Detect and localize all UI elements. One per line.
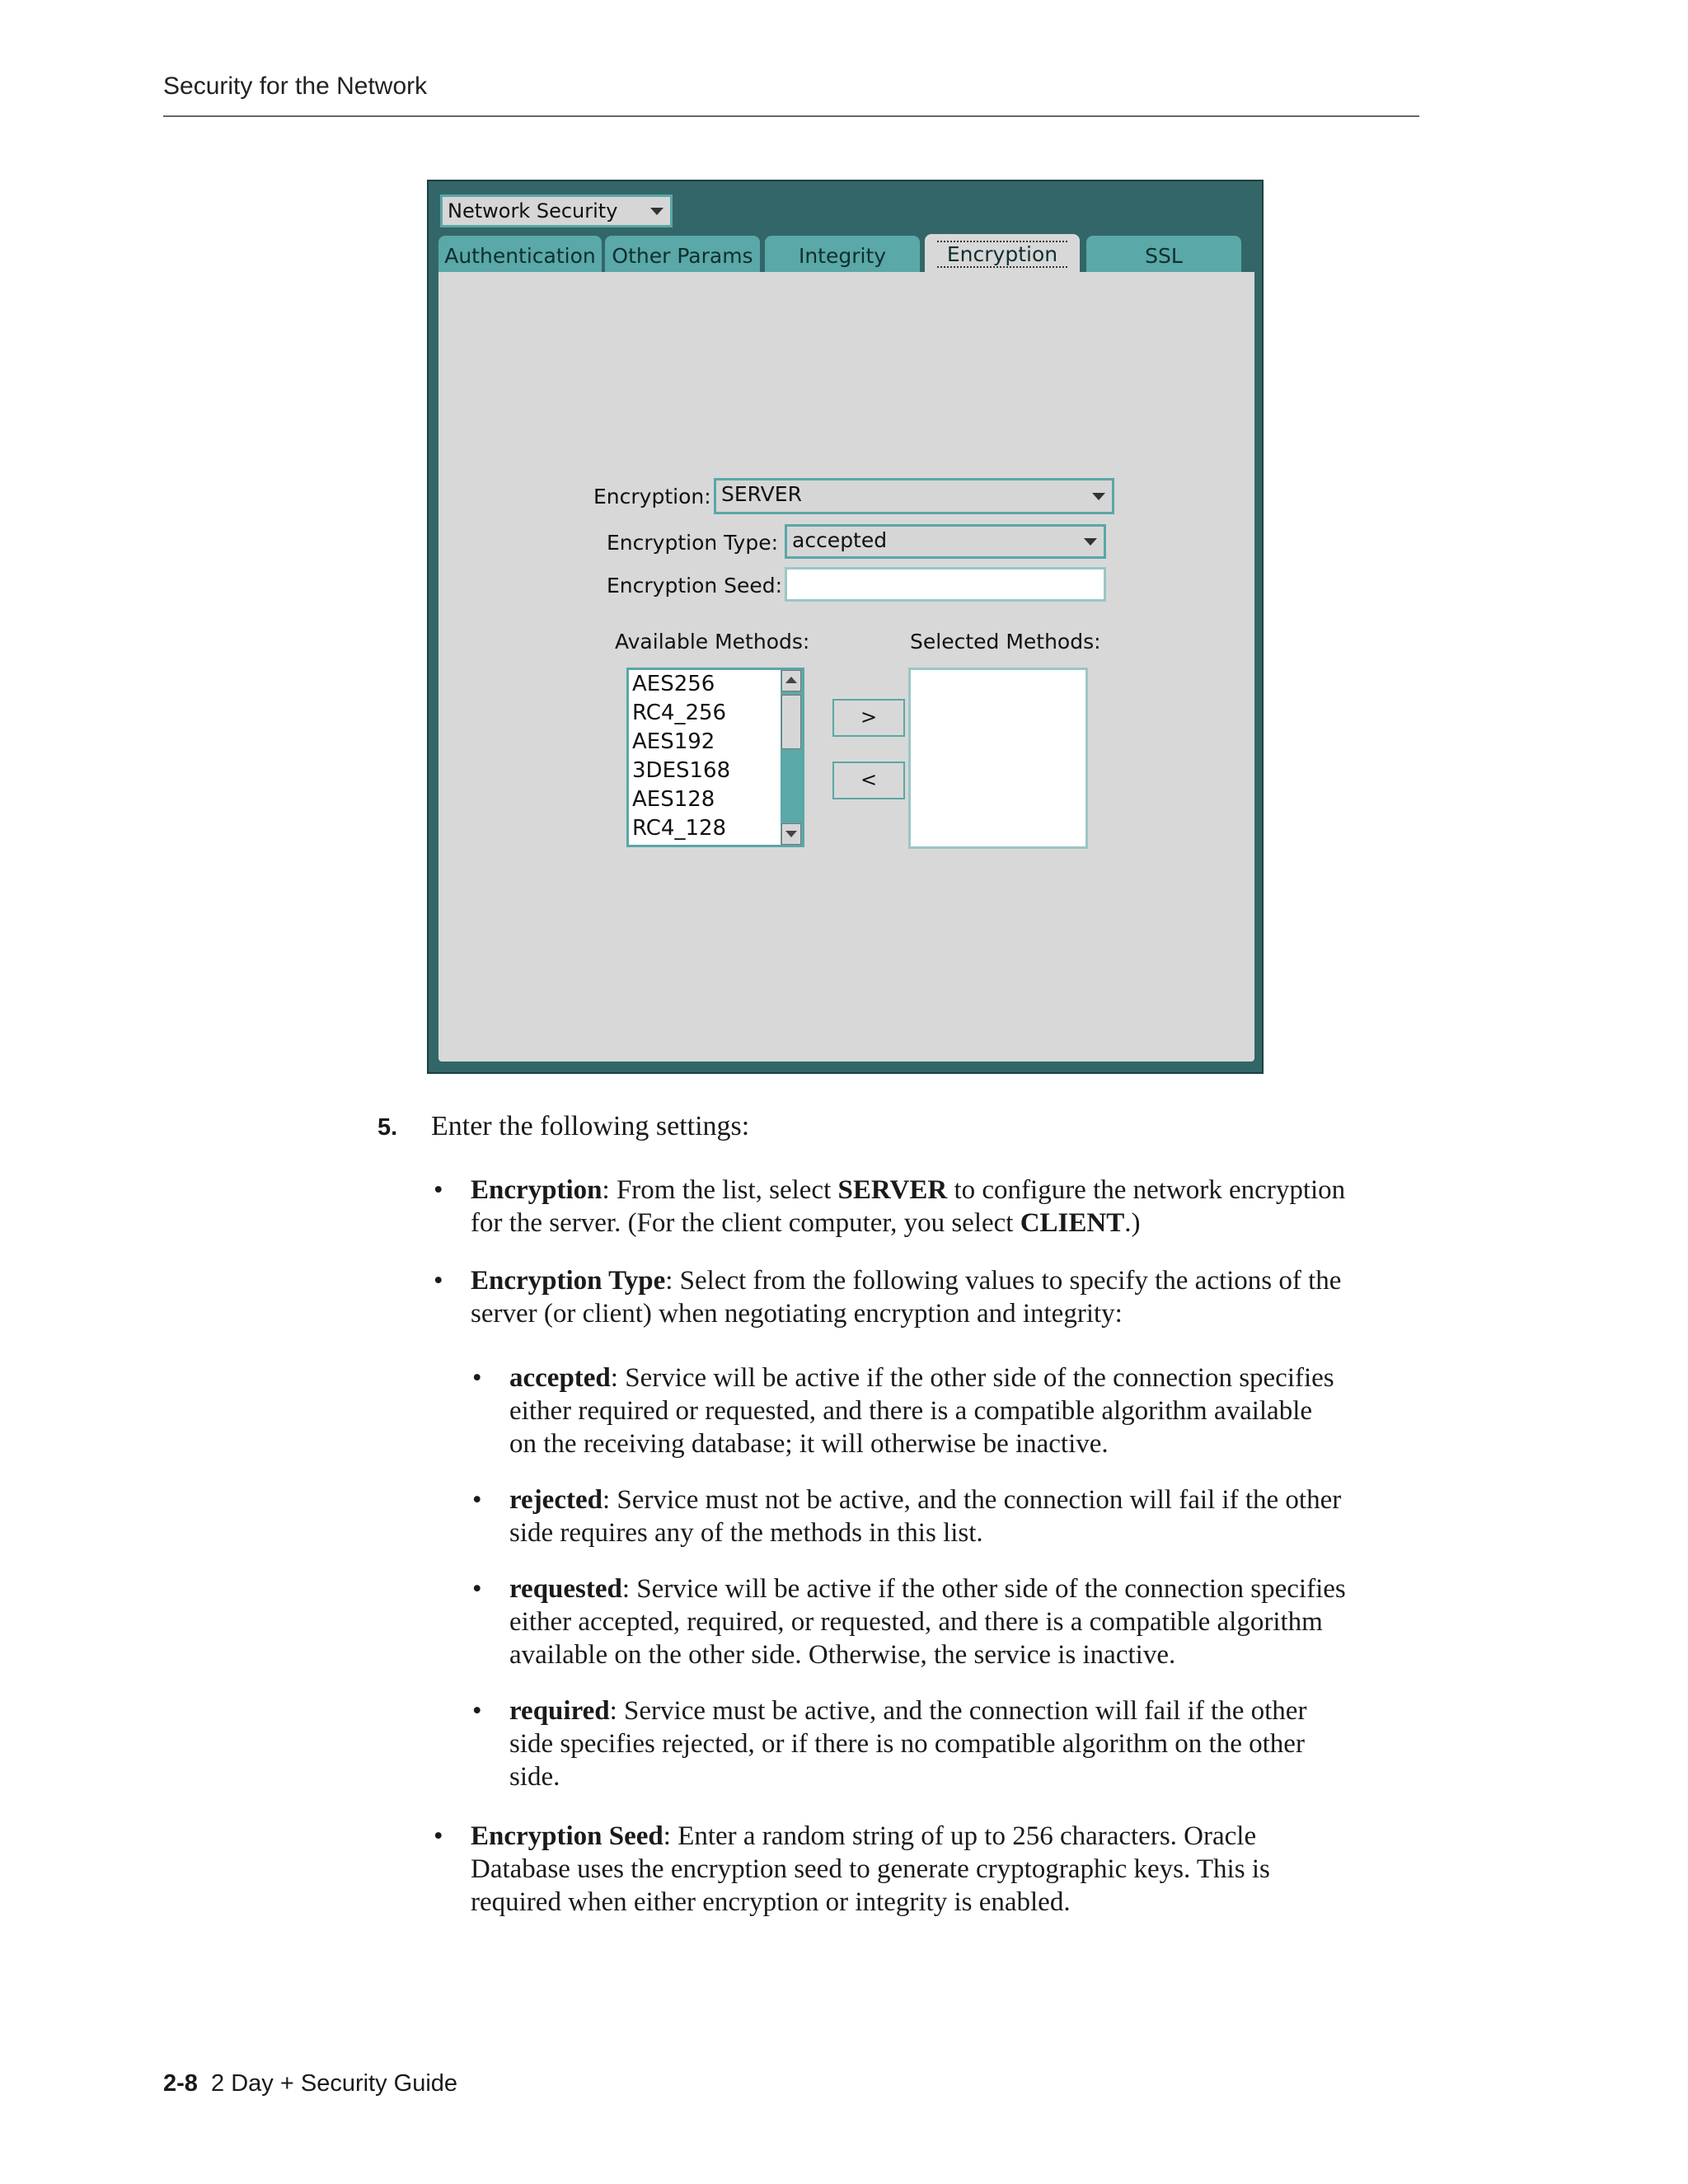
scroll-up-button[interactable] — [781, 670, 801, 691]
bullet-text: available on the other side. Otherwise, the service is inactive. — [509, 1640, 1176, 1670]
tab-encryption[interactable] — [925, 234, 1080, 274]
encryption-seed-field[interactable] — [785, 567, 1106, 602]
bullet-text: : Enter a random string of up to 256 characters. Oracle — [663, 1821, 1257, 1851]
bullet-text: for the server. (For the client computer, you select — [471, 1208, 1020, 1238]
bullet-text: : Select from the following values to specify the actions of the — [665, 1266, 1342, 1296]
bullet-term: required — [509, 1696, 610, 1726]
bullet-text: on the receiving database; it will otherwise be inactive. — [509, 1429, 1109, 1459]
bullet-marker: • — [472, 1696, 482, 1726]
bullet-marker: • — [472, 1485, 482, 1515]
bullet-term: accepted — [509, 1363, 611, 1393]
header-rule — [163, 115, 1419, 117]
bullet-text: : Service will be active if the other side of the connection specifies — [621, 1574, 1346, 1604]
list-item[interactable]: 3DES168 — [632, 758, 731, 783]
tab-ssl[interactable] — [1086, 236, 1241, 272]
tab-label: SSL — [1145, 244, 1183, 268]
sub-bullet-required — [509, 1694, 1306, 1793]
chevron-down-icon — [1092, 493, 1105, 500]
encryption-select[interactable] — [714, 478, 1114, 514]
scroll-thumb[interactable] — [781, 695, 801, 749]
bullet-term: Encryption Seed — [471, 1821, 663, 1851]
bullet-marker: • — [472, 1574, 482, 1604]
scroll-down-button[interactable] — [781, 823, 801, 845]
selected-methods-label: Selected Methods: — [910, 630, 1101, 654]
encryption-seed-label: Encryption Seed: — [607, 574, 783, 598]
bullet-text: either accepted, required, or requested, and there is a compatible algorithm — [509, 1607, 1323, 1637]
bullet-text: required when either encryption or integrity is enabled. — [471, 1887, 1071, 1917]
bullet-encryption-type — [471, 1264, 1341, 1330]
bullet-text: : From the list, select — [602, 1175, 838, 1205]
arrow-up-icon — [785, 677, 797, 683]
footer-title: 2 Day + Security Guide — [211, 2070, 458, 2097]
chevron-down-icon — [650, 208, 663, 215]
tab-label: Other Params — [612, 244, 753, 268]
bullet-marker: • — [434, 1175, 443, 1205]
page-number: 2-8 — [163, 2070, 198, 2097]
arrow-down-icon — [785, 831, 797, 837]
add-method-button[interactable]: > — [832, 699, 905, 737]
tab-label: Integrity — [798, 244, 887, 268]
tab-bar — [438, 236, 1254, 274]
bullet-text: side. — [509, 1762, 560, 1792]
encryption-label: Encryption: — [593, 485, 711, 509]
available-methods-label: Available Methods: — [615, 630, 810, 654]
encryption-type-label: Encryption Type: — [607, 531, 779, 555]
bullet-keyword: SERVER — [837, 1175, 948, 1205]
encryption-tab-panel — [438, 272, 1254, 1062]
bullet-text: : Service will be active if the other side of the connection specifies — [610, 1363, 1334, 1393]
bullet-text: : Service must be active, and the connection will fail if the other — [609, 1696, 1307, 1726]
sub-bullet-rejected — [509, 1483, 1341, 1549]
bullet-marker: • — [434, 1266, 443, 1296]
bullet-text: .) — [1124, 1208, 1141, 1238]
encryption-type-select[interactable] — [785, 524, 1106, 559]
sub-bullet-requested — [509, 1572, 1346, 1671]
network-security-select[interactable] — [440, 194, 673, 227]
selected-methods-list[interactable] — [908, 668, 1088, 849]
bullet-marker: • — [472, 1363, 482, 1393]
page-header: Security for the Network — [163, 73, 428, 100]
list-item[interactable]: RC4_256 — [632, 701, 727, 725]
bullet-term: requested — [509, 1574, 622, 1604]
bullet-text: Database uses the encryption seed to generate cryptographic keys. This is — [471, 1854, 1270, 1884]
tab-authentication[interactable] — [438, 236, 602, 272]
network-security-screenshot — [427, 180, 1264, 1074]
bullet-text: server (or client) when negotiating encryption and integrity: — [471, 1299, 1123, 1329]
remove-method-button[interactable]: < — [832, 762, 905, 799]
bullet-text: side specifies rejected, or if there is no compatible algorithm on the other — [509, 1729, 1305, 1759]
list-item[interactable]: RC4_128 — [632, 816, 727, 841]
bullet-term: Encryption Type — [471, 1266, 666, 1296]
vertical-scrollbar[interactable] — [781, 670, 802, 845]
list-item[interactable]: AES128 — [632, 787, 715, 812]
encryption-type-select-value: accepted — [792, 528, 888, 552]
sub-bullet-accepted — [509, 1361, 1334, 1460]
list-item[interactable]: AES192 — [632, 729, 715, 754]
step-number: 5. — [377, 1114, 398, 1141]
page-footer — [163, 2070, 457, 2097]
bullet-text: side requires any of the methods in this list. — [509, 1518, 983, 1548]
tab-label: Encryption — [937, 241, 1067, 268]
available-methods-list[interactable] — [626, 668, 804, 847]
bullet-encryption-seed — [471, 1820, 1270, 1919]
encryption-select-value: SERVER — [721, 482, 802, 506]
bullet-term: Encryption — [471, 1175, 603, 1205]
step-intro: Enter the following settings: — [431, 1111, 750, 1141]
bullet-marker: • — [434, 1821, 443, 1851]
bullet-text: to configure the network encryption — [947, 1175, 1346, 1205]
chevron-down-icon — [1084, 538, 1097, 546]
bullet-encryption — [471, 1174, 1345, 1240]
bullet-text: either required or requested, and there is a compatible algorithm available — [509, 1396, 1313, 1426]
list-item[interactable]: AES256 — [632, 672, 715, 696]
tab-integrity[interactable] — [765, 236, 920, 272]
bullet-term: rejected — [509, 1485, 603, 1515]
tab-other-params[interactable] — [605, 236, 760, 272]
bullet-text: : Service must not be active, and the connection will fail if the other — [602, 1485, 1342, 1515]
tab-label: Authentication — [444, 244, 596, 268]
bullet-keyword: CLIENT — [1020, 1208, 1125, 1238]
network-security-select-value: Network Security — [448, 199, 618, 223]
